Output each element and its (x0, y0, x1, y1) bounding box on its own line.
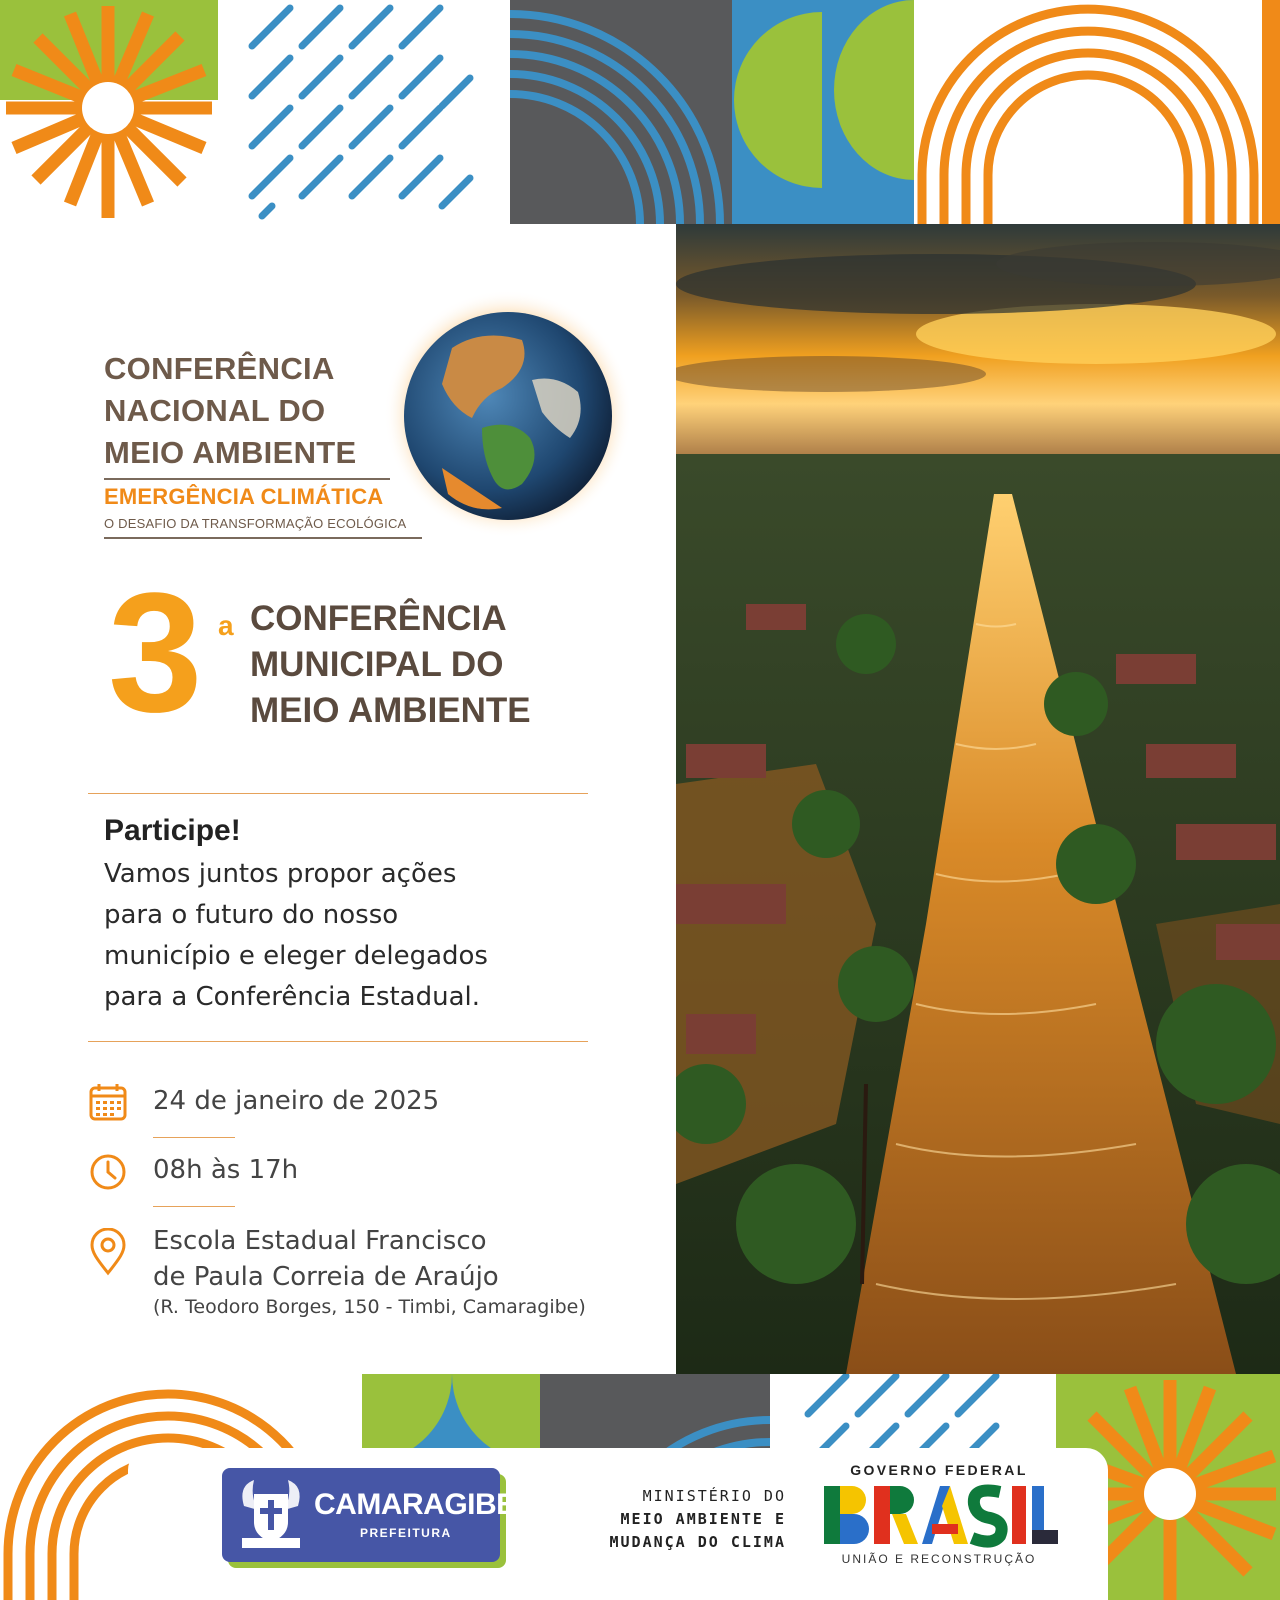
tagline-rule (104, 537, 422, 539)
earth-globe-illustration (382, 288, 634, 540)
cta-line: para a Conferência Estadual. (104, 982, 481, 1012)
ministry-line: MEIO AMBIENTE E (620, 1510, 786, 1528)
section-divider (88, 1041, 588, 1042)
ministry-line: MINISTÉRIO DO (642, 1487, 786, 1505)
map-pin-icon (88, 1228, 128, 1276)
title-rule (104, 478, 390, 480)
national-title-line: NACIONAL DO (104, 393, 326, 428)
cta-body (104, 854, 574, 1018)
top-pattern-banner (0, 0, 1280, 224)
national-title-line: MEIO AMBIENTE (104, 435, 357, 470)
municipal-title-line: MUNICIPAL DO (250, 645, 504, 684)
info-divider (153, 1206, 235, 1207)
national-conference-tagline: O DESAFIO DA TRANSFORMAÇÃO ECOLÓGICA (104, 516, 407, 531)
municipal-title-line: MEIO AMBIENTE (250, 691, 531, 730)
cta-line: município e eleger delegados (104, 941, 488, 971)
venue-line: de Paula Correia de Araújo (153, 1262, 499, 1292)
municipal-title-line: CONFERÊNCIA (250, 599, 507, 638)
edition-ordinal: a (218, 610, 234, 641)
ministry-line: MUDANÇA DO CLIMA (609, 1533, 786, 1551)
national-conference-subtitle: EMERGÊNCIA CLIMÁTICA (104, 484, 384, 509)
venue-line: Escola Estadual Francisco (153, 1226, 487, 1256)
flood-photo (676, 224, 1280, 1374)
calendar-icon (88, 1082, 128, 1122)
flooded-town-illustration (676, 224, 1280, 1374)
event-address: (R. Teodoro Borges, 150 - Timbi, Camaragibe) (153, 1296, 586, 1318)
event-venue (153, 1223, 499, 1295)
event-date: 24 de janeiro de 2025 (153, 1086, 440, 1116)
brasil-wordmark-logo (822, 1484, 1058, 1548)
ministry-logo-text (540, 1485, 786, 1554)
clock-icon (88, 1152, 128, 1192)
cta-heading: Participe! (104, 814, 241, 847)
municipal-conference-title (250, 596, 630, 734)
info-divider (153, 1137, 235, 1138)
gov-federal-slogan: UNIÃO E RECONSTRUÇÃO (841, 1552, 1037, 1566)
gov-federal-label: GOVERNO FEDERAL (850, 1462, 1028, 1478)
camaragibe-name: CAMARAGIBE (314, 1488, 516, 1521)
event-time: 08h às 17h (153, 1155, 299, 1185)
national-title-line: CONFERÊNCIA (104, 351, 335, 386)
cta-line: para o futuro do nosso (104, 900, 399, 930)
national-conference-title (104, 348, 404, 474)
camaragibe-subtitle: PREFEITURA (360, 1526, 452, 1540)
section-divider (88, 793, 588, 794)
camaragibe-crest-icon (236, 1476, 306, 1554)
cta-line: Vamos juntos propor ações (104, 859, 457, 889)
edition-number: 3 (108, 558, 203, 748)
